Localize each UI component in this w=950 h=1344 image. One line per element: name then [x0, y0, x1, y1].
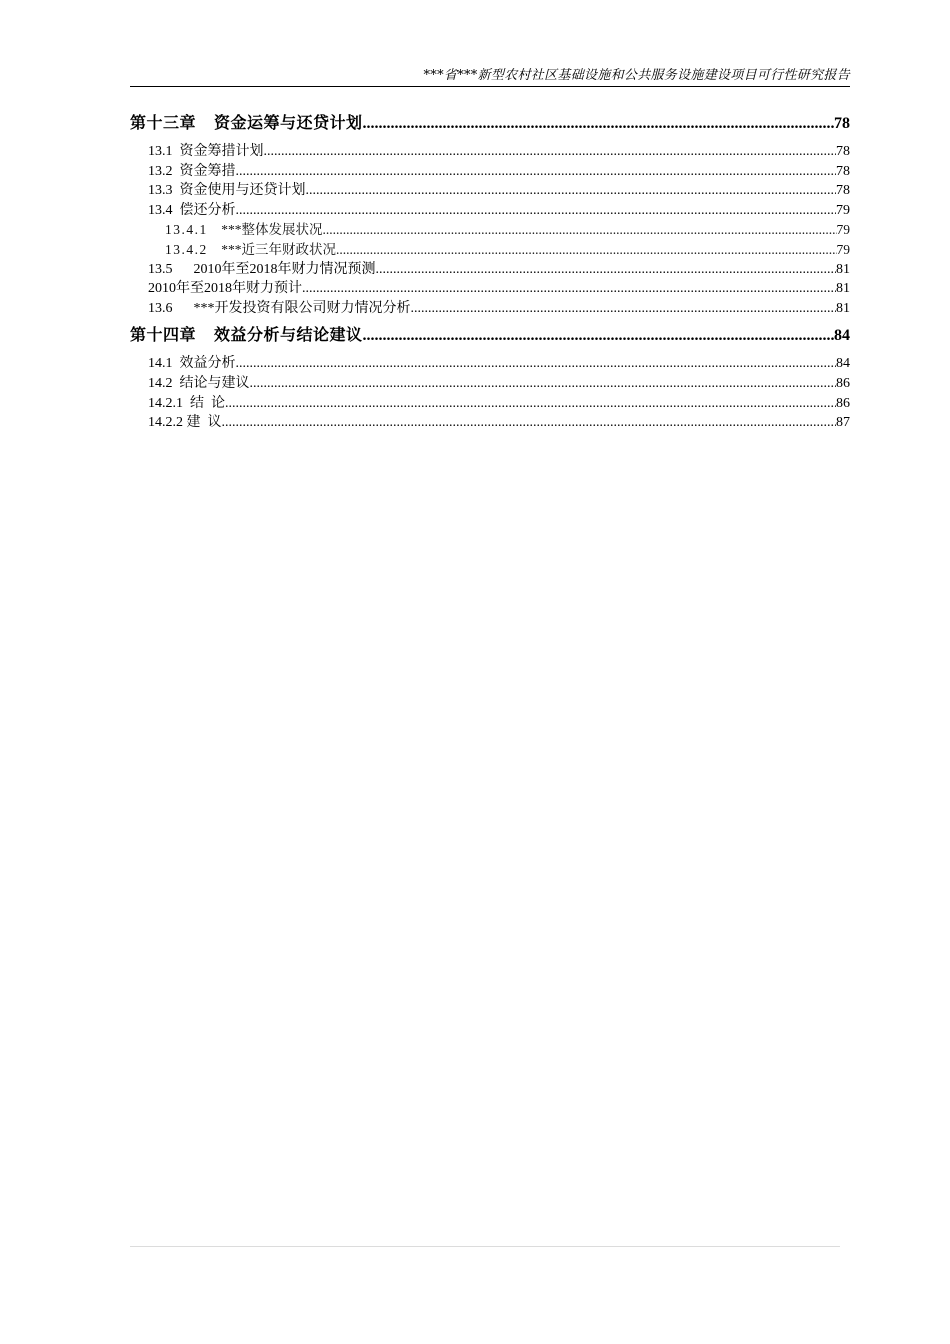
- toc-section-13-1[interactable]: [130, 140, 850, 160]
- running-header: [130, 66, 850, 87]
- toc-page-number: 86: [836, 375, 850, 391]
- toc-entry-label: 13.5 2010年至2018年财力情况预测: [148, 261, 376, 277]
- toc-entry-label: 14.2 结论与建议: [148, 375, 250, 391]
- toc-page-number: 81: [836, 261, 850, 277]
- dot-leader: [222, 415, 837, 431]
- toc-entry-label: 14.1 效益分析: [148, 356, 236, 372]
- toc-entry-label: 14.2.1 结 论: [148, 395, 225, 411]
- toc-section-13-4[interactable]: [130, 199, 850, 219]
- footer-rule: [130, 1246, 840, 1247]
- dot-leader: [236, 203, 837, 219]
- toc-page-number: 79: [836, 222, 850, 238]
- dot-leader: [376, 262, 837, 278]
- toc-page-number: 78: [836, 163, 850, 179]
- toc-section-13-3[interactable]: [130, 179, 850, 199]
- toc-page-number: 78: [836, 144, 850, 159]
- toc-subsection-13-4-2[interactable]: [130, 238, 850, 258]
- toc-page-number: 78: [836, 183, 850, 199]
- toc-page-number: 81: [836, 281, 850, 297]
- toc-chapter-14[interactable]: [130, 322, 850, 350]
- dot-leader: [225, 396, 836, 412]
- toc-page-number: 79: [836, 241, 850, 257]
- toc-entry-title: ***近三年财政状况: [221, 241, 336, 257]
- toc-page-number: 86: [836, 395, 850, 411]
- toc-page-number: 84: [834, 327, 850, 345]
- toc-entry-label: 2010年至2018年财力预计: [148, 281, 302, 297]
- toc-section-14-2-2[interactable]: [130, 411, 850, 431]
- toc-entry-label: [165, 218, 323, 238]
- toc-page-number: 81: [836, 300, 850, 316]
- dot-leader: [264, 144, 837, 160]
- dot-leader: [411, 301, 837, 317]
- toc-entry-label: 13.6 ***开发投资有限公司财力情况分析: [148, 300, 411, 316]
- toc-entry-label: [165, 238, 336, 258]
- toc-entry-label: 第十四章 效益分析与结论建议: [130, 327, 363, 345]
- toc-section-13-2[interactable]: [130, 160, 850, 180]
- toc-section-14-1[interactable]: [130, 352, 850, 372]
- toc-section-13-6[interactable]: [130, 297, 850, 317]
- dot-leader: [250, 376, 837, 392]
- toc-subsection-13-4-1[interactable]: [130, 218, 850, 238]
- toc-chapter-13[interactable]: [130, 110, 850, 138]
- dot-leader: [363, 115, 834, 133]
- toc-entry-label: 13.4 偿还分析: [148, 202, 236, 218]
- toc-entry-title: ***整体发展状况: [221, 222, 323, 238]
- toc-page-number: 84: [836, 356, 850, 372]
- dot-leader: [323, 222, 837, 238]
- toc-entry-label: 13.1 资金筹措计划: [148, 144, 264, 159]
- toc-section-14-2-1[interactable]: [130, 392, 850, 412]
- table-of-contents: [130, 110, 850, 431]
- dot-leader: [336, 242, 837, 258]
- toc-entry-label: 13.3 资金使用与还贷计划: [148, 183, 306, 199]
- dot-leader: [236, 164, 837, 180]
- toc-entry-label: 13.2 资金筹措: [148, 163, 236, 179]
- toc-section-13-5[interactable]: [130, 258, 850, 278]
- toc-page-number: 78: [834, 115, 850, 132]
- dot-leader: [236, 356, 837, 372]
- toc-entry-label: 14.2.2 建 议: [148, 415, 222, 431]
- toc-entry-number: 13.4.1: [165, 222, 208, 238]
- toc-page-number: 87: [836, 415, 850, 431]
- toc-section-13-5-forecast[interactable]: [130, 277, 850, 297]
- toc-entry-number: 13.4.2: [165, 241, 208, 257]
- toc-page-number: 79: [836, 202, 850, 218]
- dot-leader: [306, 183, 837, 199]
- dot-leader: [363, 327, 834, 345]
- toc-entry-label: 第十三章 资金运筹与还贷计划: [130, 115, 363, 132]
- toc-section-14-2[interactable]: [130, 372, 850, 392]
- dot-leader: [302, 281, 836, 297]
- header-title: ***省***新型农村社区基础设施和公共服务设施建设项目可行性研究报告: [423, 68, 850, 83]
